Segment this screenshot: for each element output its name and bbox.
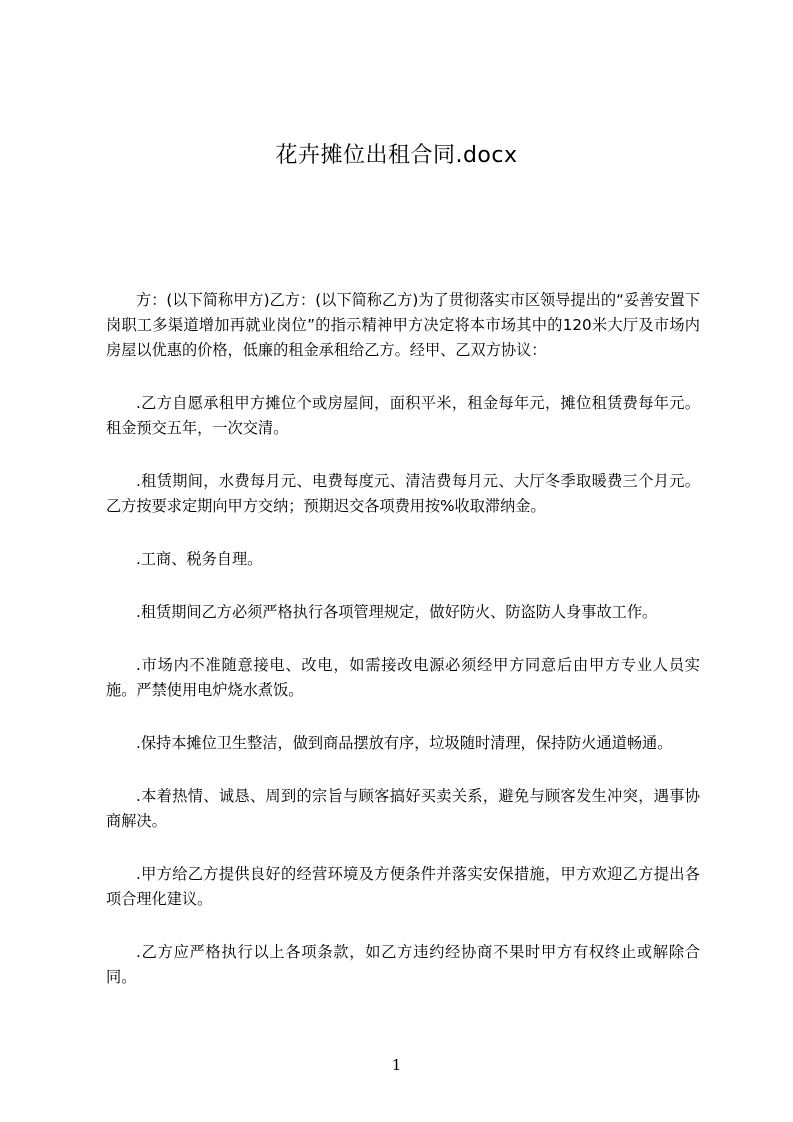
page-number: 1 bbox=[391, 1056, 402, 1074]
document-body bbox=[106, 288, 700, 1018]
clause-paragraph: .乙方应严格执行以上各项条款，如乙方违约经协商不果时甲方有权终止或解除合同。 bbox=[106, 943, 700, 986]
clause-paragraph: .工商、税务自理。 bbox=[136, 550, 263, 568]
clause-paragraph: .租赁期间乙方必须严格执行各项管理规定，做好防火、防盗防人身事故工作。 bbox=[136, 603, 658, 621]
clause-paragraph: .保持本摊位卫生整洁，做到商品摆放有序，垃圾随时清理，保持防火通道畅通。 bbox=[136, 734, 673, 752]
intro-paragraph: 方：(以下简称甲方)乙方：(以下简称乙方)为了贯彻落实市区领导提出的“妥善安置下岗职工多渠道增加再就业岗位”的指示精神甲方决定将本市场其中的120米大厅及市场内房屋以优惠的价格，低廉的租金承租给乙方。经甲、乙双方协议： bbox=[106, 291, 700, 359]
clause-paragraph: .租赁期间，水费每月元、电费每度元、清洁费每月元、大厅冬季取暖费三个月元。乙方按要求定期向甲方交纳；预期迟交各项费用按%收取滞纳金。 bbox=[106, 472, 700, 515]
clause-paragraph: .甲方给乙方提供良好的经营环境及方便条件并落实安保措施，甲方欢迎乙方提出各项合理化建议。 bbox=[106, 865, 700, 908]
clause-paragraph: .市场内不准随意接电、改电，如需接改电源必须经甲方同意后由甲方专业人员实施。严禁使用电炉烧水煮饭。 bbox=[106, 656, 700, 699]
clause-paragraph: .乙方自愿承租甲方摊位个或房屋间，面积平米，租金每年元，摊位租赁费每年元。租金预交五年，一次交清。 bbox=[106, 394, 700, 437]
clause-paragraph: .本着热情、诚恳、周到的宗旨与顾客搞好买卖关系，避免与顾客发生冲突，遇事协商解决。 bbox=[106, 787, 700, 830]
document-title: 花卉摊位出租合同.docx bbox=[275, 143, 518, 168]
